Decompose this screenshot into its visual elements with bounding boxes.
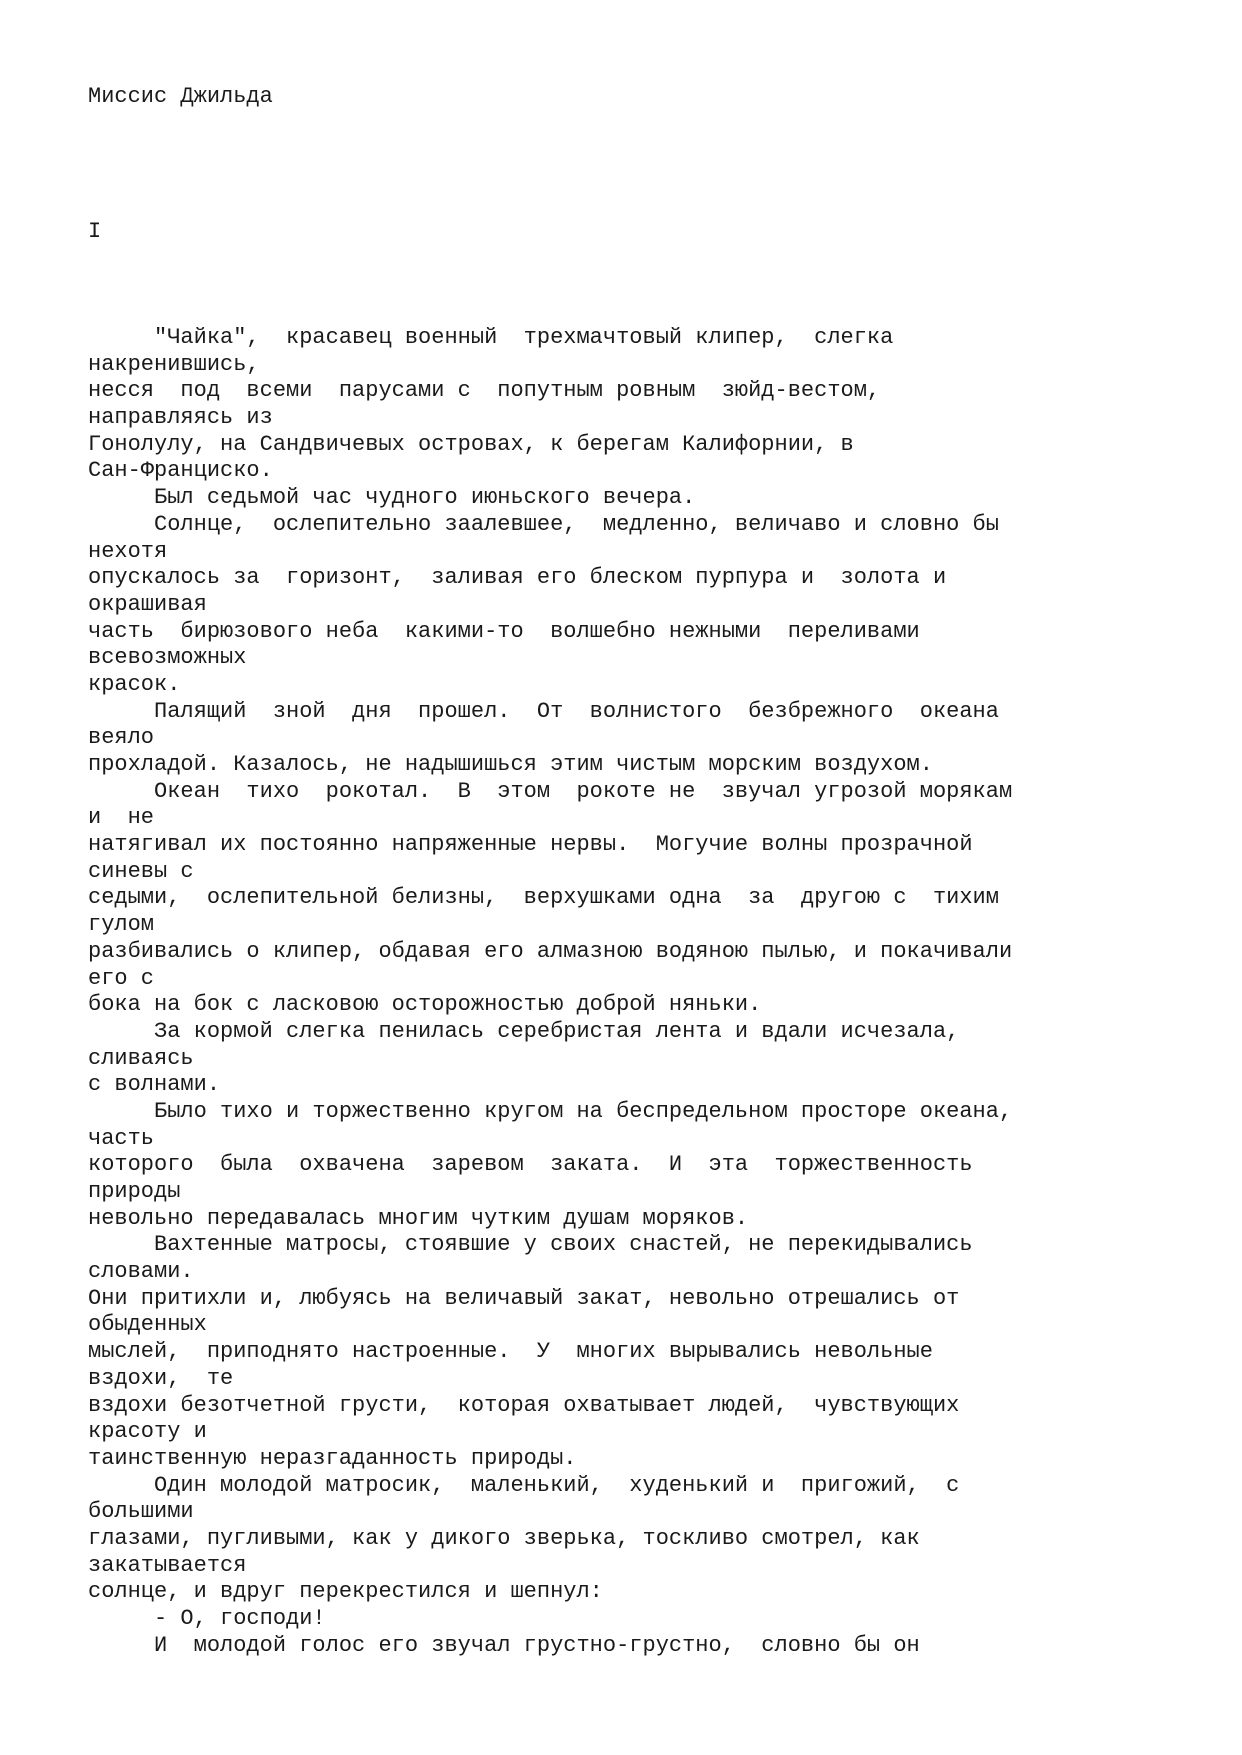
text-line: часть бирюзового неба какими-то волшебно нежными переливами xyxy=(88,618,920,644)
text-line: И молодой голос его звучал грустно-грустно, словно бы он xyxy=(88,1632,920,1658)
text-line: окрашивая xyxy=(88,591,207,617)
text-line: седыми, ослепительной белизны, верхушками одна за другою с тихим xyxy=(88,885,999,911)
text-line: Палящий зной дня прошел. От волнистого безбрежного океана xyxy=(88,698,999,724)
text-line: таинственную неразгаданность природы. xyxy=(88,1445,577,1471)
text-line: всевозможных xyxy=(88,645,247,671)
text-line: мыслей, приподнято настроенные. У многих вырывались невольные xyxy=(88,1339,933,1365)
text-line: направляясь из xyxy=(88,405,273,431)
text-line: невольно передавалась многим чутким душам моряков. xyxy=(88,1205,749,1231)
text-line: солнце, и вдруг перекрестился и шепнул: xyxy=(88,1579,603,1605)
text-line: Сан-Франциско. xyxy=(88,458,273,484)
text-line: природы xyxy=(88,1179,181,1204)
text-line: Солнце, ослепительно заалевшее, медленно, величаво и словно бы xyxy=(88,511,999,537)
text-line: его с xyxy=(88,965,155,991)
text-line: часть xyxy=(88,1125,155,1151)
text-line: накренившись, xyxy=(88,351,260,377)
text-line: сливаясь xyxy=(88,1045,194,1071)
text-line: Вахтенные матросы, стоявшие у своих снастей, не перекидывались xyxy=(88,1232,973,1258)
text-line: бока на бок с ласковою осторожностью доброй няньки. xyxy=(88,992,762,1018)
text-line: словами. xyxy=(88,1259,194,1285)
text-line: с волнами. xyxy=(88,1072,221,1098)
text-line: синевы с xyxy=(88,858,194,884)
document-title: Миссис Джильда xyxy=(88,84,273,109)
text-line: закатывается xyxy=(88,1552,247,1578)
text-line: Они притихли и, любуясь на величавый закат, невольно отрешались от xyxy=(88,1285,960,1311)
text-line: которого была охвачена заревом заката. И эта торжественность xyxy=(88,1152,973,1178)
text-line: натягивал их постоянно напряженные нервы. Могучие волны прозрачной xyxy=(88,832,973,858)
text-line: Было тихо и торжественно кругом на беспредельном просторе океана, xyxy=(88,1098,1013,1124)
text-line: "Чайка", красавец военный трехмачтовый клипер, слегка xyxy=(88,325,894,350)
text-line: Океан тихо рокотал. В этом рокоте не звучал угрозой морякам xyxy=(88,778,1013,804)
text-line: красоту и xyxy=(88,1419,207,1445)
text-line: большими xyxy=(88,1499,194,1525)
text-line: красок. xyxy=(88,671,181,697)
text-line: гулом xyxy=(88,912,155,938)
text-line: - О, господи! xyxy=(88,1606,326,1631)
text-line: нехотя xyxy=(88,538,168,564)
text-line: разбивались о клипер, обдавая его алмазною водяною пылью, и покачивали xyxy=(88,938,1013,964)
text-line: несся под всеми парусами с попутным ровным зюйд-вестом, xyxy=(88,378,881,404)
text-line: вздохи, те xyxy=(88,1365,234,1391)
text-line: За кормой слегка пенилась серебристая лента и вдали исчезала, xyxy=(88,1018,960,1044)
text-line: Был седьмой час чудного июньского вечера. xyxy=(88,485,696,511)
text-line: Один молодой матросик, маленький, худенький и пригожий, с xyxy=(88,1472,960,1498)
text-line: прохладой. Казалось, не надышишься этим чистым морским воздухом. xyxy=(88,752,933,777)
text-line: опускалось за горизонт, заливая его блеском пурпура и золота и xyxy=(88,565,947,591)
text-line: Гонолулу, на Сандвичевых островах, к берегам Калифорнии, в xyxy=(88,431,854,457)
chapter-number: I xyxy=(88,219,102,244)
text-line: глазами, пугливыми, как у дикого зверька, тоскливо смотрел, как xyxy=(88,1525,920,1551)
text-line: веяло xyxy=(88,725,155,751)
body-text xyxy=(88,325,1188,1659)
text-line: и не xyxy=(88,805,155,831)
text-line: вздохи безотчетной грусти, которая охватывает людей, чувствующих xyxy=(88,1392,960,1418)
text-line: обыденных xyxy=(88,1312,207,1338)
